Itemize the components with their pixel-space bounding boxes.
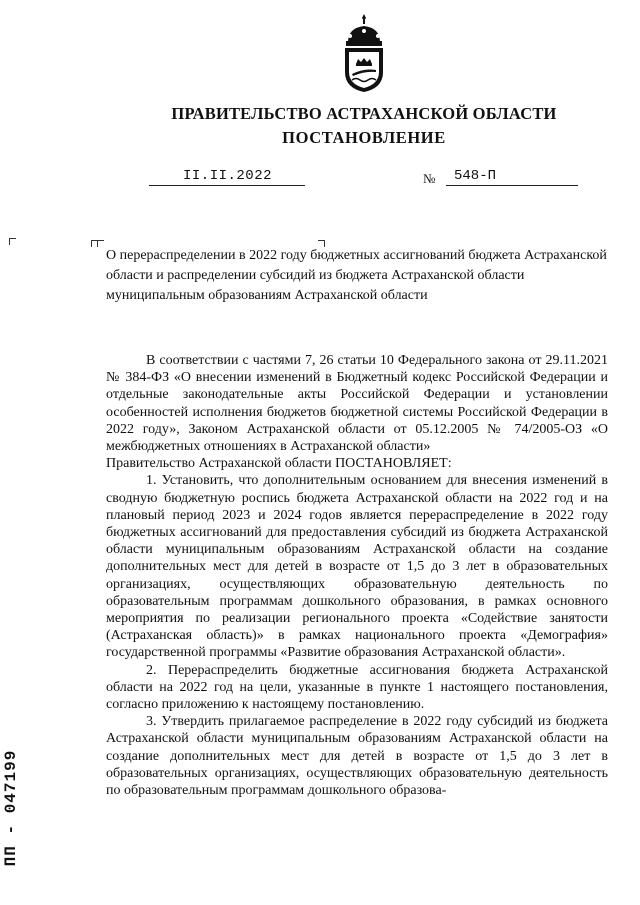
corner-mark-icon: [97, 240, 104, 247]
preamble-paragraph: В соответствии с частями 7, 26 статьи 10 Федерального закона от 29.11.2021 № 384-ФЗ «О внесении изменений в Бюджетный кодекс Российской Федерации и отдельные законодательные акты Российской Федерации и установлении особенностей исполнения бюджетов бюджетной системы Российской Федерации в 2022 году», Законом Астраханской области от 05.12.2005 № 74/2005-ОЗ «О межбюджетных отношениях в Астраханской области»: [106, 353, 608, 455]
document-body: [106, 352, 608, 799]
item-2-paragraph: 2. Перераспределить бюджетные ассигнования бюджета Астраханской области на 2022 год на цели, указанные в пункте 1 настоящего постановления, согласно приложению к настоящему постановлению.: [106, 662, 608, 713]
organization-title: ПРАВИТЕЛЬСТВО АСТРАХАНСКОЙ ОБЛАСТИ: [171, 104, 557, 123]
corner-mark-icon: [9, 238, 16, 245]
document-type-title: ПОСТАНОВЛЕНИЕ: [282, 128, 446, 147]
resolves-line: Правительство Астраханской области ПОСТАНОВЛЯЕТ:: [106, 456, 452, 472]
document-number: 548-П: [454, 168, 497, 184]
item-3-paragraph: 3. Утвердить прилагаемое распределение в 2022 году субсидий из бюджета Астраханской области муниципальным образованиям Астраханской области на создание дополнительных мест для детей в возрасте от 1,5 до 3 лет в образовательных организациях, осуществляющих образовательную деятельность по образовательным программам дошкольного образова-: [106, 714, 608, 799]
serial-stamp: [0, 738, 22, 878]
date-field: [149, 168, 305, 186]
document-date: II.II.2022: [183, 168, 273, 184]
coat-of-arms-icon: [336, 12, 392, 94]
serial-number: ПП - 047199: [2, 749, 20, 867]
number-field: [446, 168, 578, 186]
item-1-paragraph: 1. Установить, что дополнительным основанием для внесения изменений в сводную бюджетную роспись бюджета Астраханской области на 2022 год и на плановый период 2023 и 2024 годов является перераспределение в 2022 году бюджетных ассигнований для предоставления субсидий из бюджета Астраханской области муниципальным образованиям Астраханской области на создание дополнительных мест для детей в возрасте от 1,5 до 3 лет в образовательных организациях, осуществляющих образовательную деятельность по образовательным программам дошкольного образования, в рамках основного мероприятия по реализации регионального проекта «Содействие занятости (Астраханская область)» в рамках национального проекта «Демография» государственной программы «Развитие образования Астраханской области».: [106, 473, 608, 661]
document-subject: О перераспределении в 2022 году бюджетных ассигнований бюджета Астраханской области и распределении субсидий из бюджета Астраханской области муниципальным образованиям Астраханской области: [106, 248, 607, 303]
number-sign: №: [423, 171, 436, 186]
